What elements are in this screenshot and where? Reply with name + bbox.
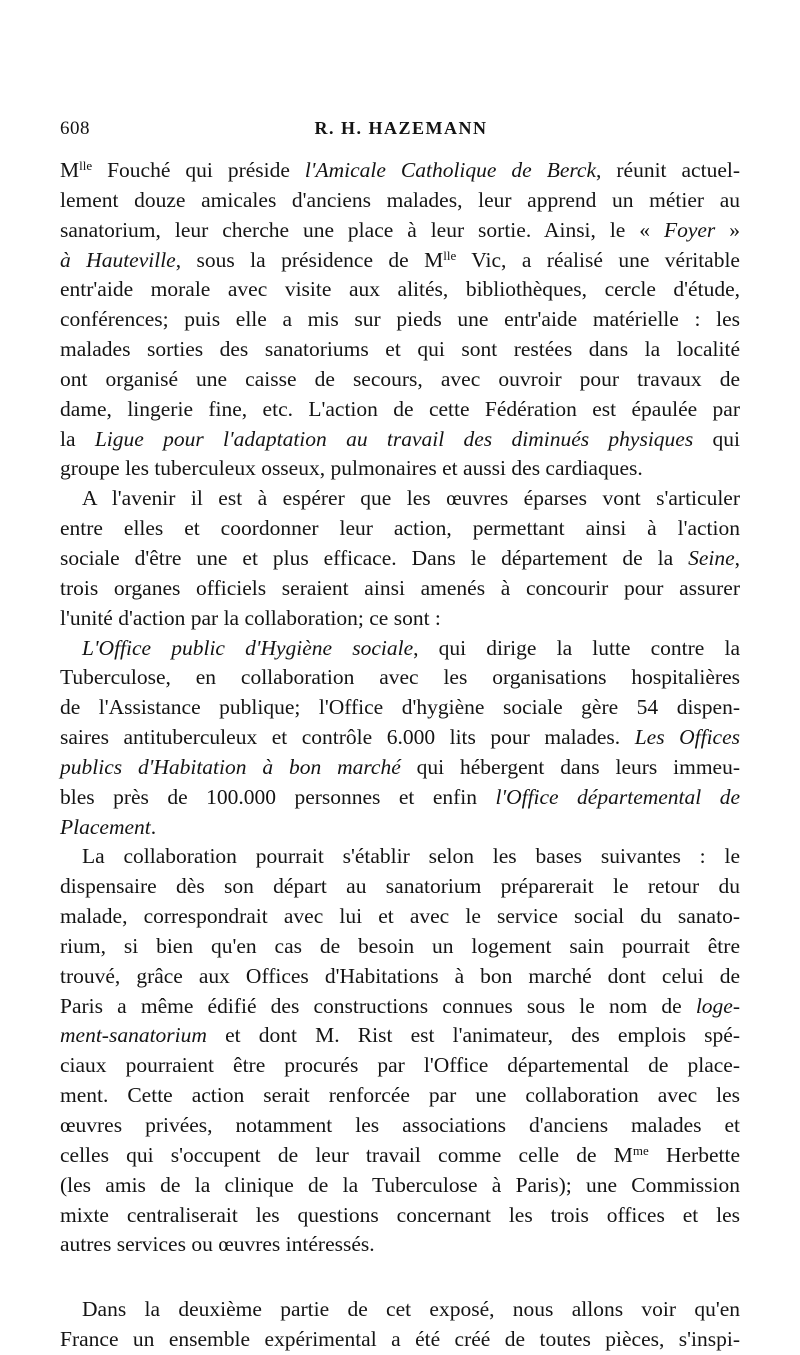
text-run: Tuberculose, en collaboration avec les organisations hospitalières xyxy=(60,665,740,690)
text-run: entr'aide morale avec visite aux alités, bibliothèques, cercle d'étude, xyxy=(60,277,740,302)
text-line xyxy=(60,574,740,604)
text-run: , sous la présidence de M xyxy=(175,247,444,272)
paragraph xyxy=(60,484,740,633)
text-run: dispensaire dès son départ au sanatorium préparerait le retour du xyxy=(60,874,740,899)
text-run: Paris a même édifié des constructions connues sous le nom de xyxy=(60,993,696,1018)
text-line xyxy=(60,395,740,425)
text-run: ont organisé une caisse de secours, avec ouvroir pour travaux de xyxy=(60,366,740,391)
text-run: de l'Assistance publique; l'Office d'hygiène sociale gère 54 dispen- xyxy=(60,695,740,720)
page-header xyxy=(60,118,742,144)
text-line xyxy=(60,1171,740,1201)
text-run: (les amis de la clinique de la Tuberculose à Paris); une Commission xyxy=(60,1172,740,1197)
text-line xyxy=(60,186,740,216)
text-line xyxy=(60,1201,740,1231)
text-line xyxy=(60,1111,740,1141)
text-line xyxy=(60,156,740,186)
paragraph xyxy=(60,1295,740,1355)
text-line xyxy=(60,275,740,305)
text-run: qui xyxy=(693,426,740,451)
text-line xyxy=(60,813,740,843)
text-run: A l'avenir il est à espérer que les œuvres éparses vont s'articuler xyxy=(82,486,740,511)
italic-text: Placement xyxy=(60,814,151,839)
text-run: saires antituberculeux et contrôle 6.000 lits pour malades. xyxy=(60,725,635,750)
text-run: La collaboration pourrait s'établir selon les bases suivantes : le xyxy=(82,844,740,869)
text-run: conférences; puis elle a mis sur pieds une entr'aide matérielle : les xyxy=(60,307,740,332)
text-run: M xyxy=(60,158,80,182)
text-run: bles près de 100.000 personnes et enfin xyxy=(60,784,496,809)
text-run: celles qui s'occupent de leur travail comme celle de M xyxy=(60,1142,633,1167)
text-line xyxy=(60,484,740,514)
text-line xyxy=(60,544,740,574)
text-run: Dans la deuxième partie de cet exposé, nous allons voir qu'en xyxy=(82,1297,740,1322)
text-run: ment. Cette action serait renforcée par une collaboration avec les xyxy=(60,1083,740,1108)
text-run: mixte centraliserait les questions concernant les trois offices et les xyxy=(60,1202,740,1227)
superscript: lle xyxy=(79,158,93,173)
text-line xyxy=(60,1295,740,1325)
text-run: , qui dirige la lutte contre la xyxy=(413,635,741,660)
text-run: trouvé, grâce aux Offices d'Habitations à bon marché dont celui de xyxy=(60,963,740,988)
paragraph xyxy=(60,842,740,1260)
text-line xyxy=(60,1051,740,1081)
text-run: sociale d'être une et plus efficace. Dans le département de la xyxy=(60,545,689,570)
text-line xyxy=(60,1325,740,1355)
italic-text: loge- xyxy=(695,993,740,1018)
superscript: me xyxy=(632,1142,649,1158)
italic-text: Amicale Catholique de Berck xyxy=(315,158,597,182)
text-run: dame, lingerie fine, etc. L'action de cette Fédération est épaulée par xyxy=(60,396,740,421)
italic-text: publics d'Habitation à bon marché xyxy=(60,754,401,779)
text-run: la xyxy=(60,426,95,451)
paragraph xyxy=(60,156,740,484)
text-run: l'unité d'action par la collaboration; ce sont : xyxy=(60,605,441,630)
text-run: qui hébergent dans leurs immeu- xyxy=(400,754,741,779)
italic-text: Les Offices xyxy=(634,725,740,750)
text-line xyxy=(60,753,740,783)
paragraph-gap xyxy=(60,1260,740,1295)
text-run: rium, si bien qu'en cas de besoin un logement sain pourrait être xyxy=(60,933,740,958)
body-text xyxy=(60,156,740,1355)
text-run: sanatorium, leur cherche une place à leur sortie. Ainsi, le « xyxy=(60,217,664,242)
text-line xyxy=(60,514,740,544)
italic-text: Ligue pour l'adaptation au travail des diminués physiques xyxy=(94,426,694,451)
text-line xyxy=(60,246,740,276)
paragraph xyxy=(60,634,740,843)
text-run: France un ensemble expérimental a été créé de toutes pièces, s'inspi- xyxy=(60,1327,740,1352)
italic-text: L'Office public d'Hygiène sociale xyxy=(82,635,414,660)
text-run: entre elles et coordonner leur action, permettant ainsi à l'action xyxy=(60,516,740,541)
text-line xyxy=(60,634,740,664)
text-run: Herbette xyxy=(648,1142,740,1167)
superscript: lle xyxy=(443,247,457,263)
text-line xyxy=(60,932,740,962)
text-run: et dont M. Rist est l'animateur, des emplois spé- xyxy=(206,1023,740,1048)
text-run: lement douze amicales d'anciens malades, leur apprend un métier au xyxy=(60,187,740,212)
running-head: R. H. HAZEMANN xyxy=(314,118,488,138)
text-run: Vic, a réalisé une véritable xyxy=(456,247,740,272)
italic-text: Foyer xyxy=(663,217,716,242)
text-run: ciaux pourraient être procurés par l'Office départemental de place- xyxy=(60,1053,740,1078)
italic-text: ment-sanatorium xyxy=(60,1023,207,1048)
italic-text: l' xyxy=(304,158,316,182)
text-run: groupe les tuberculeux osseux, pulmonaires et aussi des cardiaques. xyxy=(60,456,643,481)
text-line xyxy=(60,693,740,723)
text-line xyxy=(60,842,740,872)
text-run: » xyxy=(715,217,740,242)
text-line xyxy=(60,1081,740,1111)
text-run: malade, correspondrait avec lui et avec le service social du sanato- xyxy=(60,904,740,929)
text-line xyxy=(60,305,740,335)
text-line xyxy=(60,604,740,634)
text-run: , réunit actuel- xyxy=(596,158,740,182)
text-line xyxy=(60,216,740,246)
text-run: autres services ou œuvres intéressés. xyxy=(60,1232,375,1257)
text-run: , xyxy=(734,545,740,570)
text-line xyxy=(60,1230,740,1260)
text-line xyxy=(60,872,740,902)
page-number: 608 xyxy=(60,118,90,139)
italic-text: Seine xyxy=(688,545,735,570)
text-run: Fouché qui préside xyxy=(92,158,305,182)
text-line xyxy=(60,425,740,455)
text-run: . xyxy=(150,814,157,839)
italic-text: l'Office départemental de xyxy=(495,784,741,809)
text-line xyxy=(60,365,740,395)
text-line xyxy=(60,663,740,693)
text-run: malades sorties des sanatoriums et qui sont restées dans la localité xyxy=(60,337,740,362)
text-run: œuvres privées, notamment les associations d'anciens malades et xyxy=(60,1113,740,1137)
italic-text: à Hauteville xyxy=(60,247,176,272)
text-line xyxy=(60,962,740,992)
text-line xyxy=(60,992,740,1022)
text-line xyxy=(60,335,740,365)
text-line xyxy=(60,723,740,753)
text-line xyxy=(60,902,740,932)
text-line xyxy=(60,1021,740,1051)
text-line xyxy=(60,1141,740,1171)
text-line xyxy=(60,454,740,484)
text-line xyxy=(60,783,740,813)
text-run: trois organes officiels seraient ainsi amenés à concourir pour assurer xyxy=(60,575,740,600)
